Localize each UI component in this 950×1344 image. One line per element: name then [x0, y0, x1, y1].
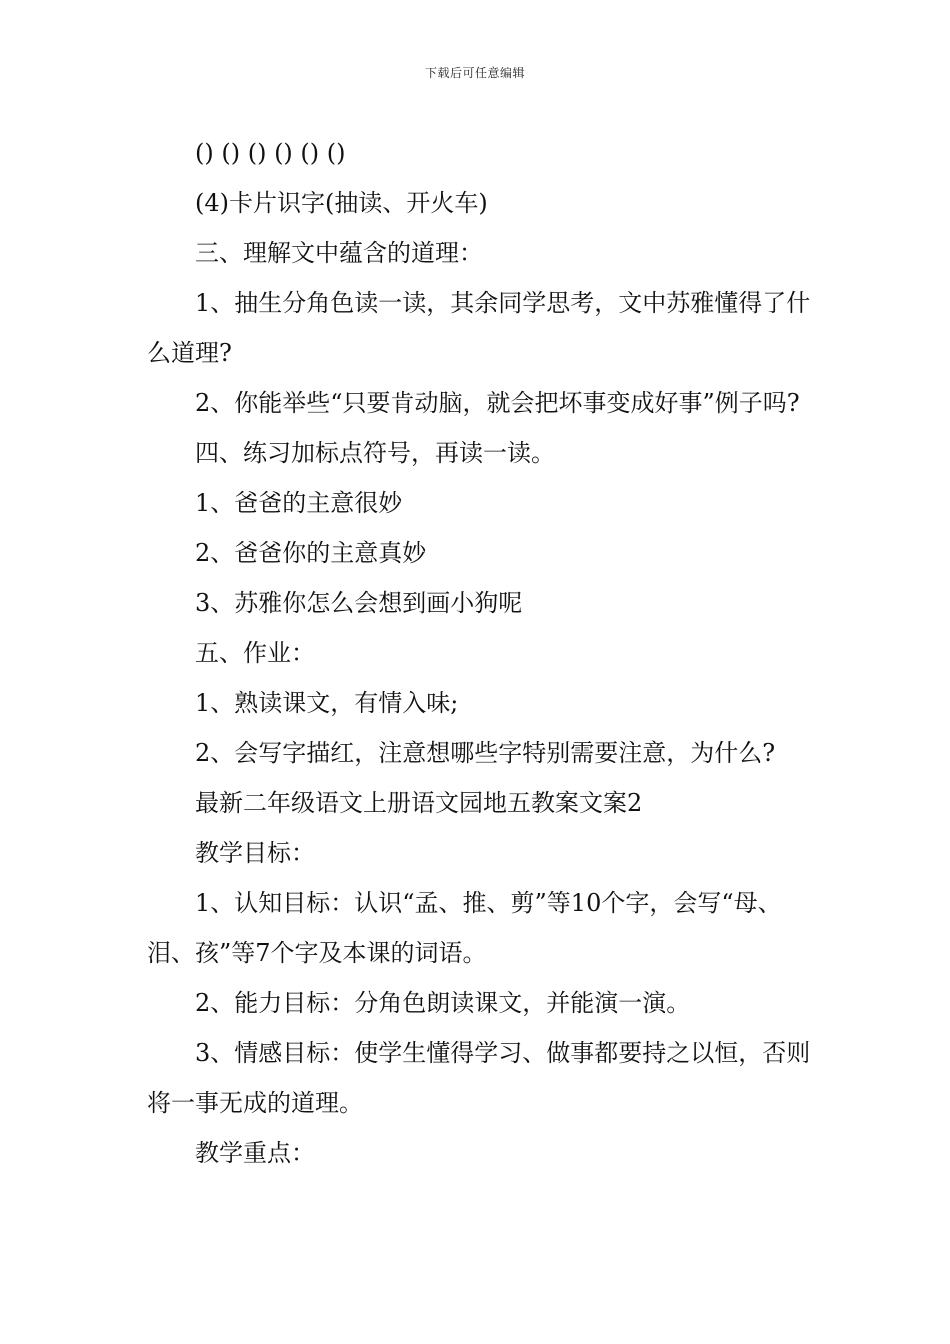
list-item: 1、爸爸的主意很妙: [195, 489, 403, 517]
document-body: [147, 128, 817, 1178]
list-item: 1、熟读课文，有情入味;: [195, 689, 459, 717]
page-header: 下载后可任意编辑: [424, 66, 525, 80]
objective-cognitive: 1、认知目标：认识“孟、推、剪”等10个字，会写“母、泪、孩”等7个字及本课的词语。: [147, 889, 782, 967]
objective-ability: 2、能力目标：分角色朗读课文，并能演一演。: [195, 989, 691, 1017]
section-heading-objectives: 教学目标：: [195, 839, 315, 867]
list-item: 2、会写字描红，注意想哪些字特别需要注意，为什么?: [195, 739, 776, 767]
section-heading-homework: 五、作业：: [195, 639, 315, 667]
section-heading-key-points: 教学重点：: [195, 1139, 315, 1167]
section-heading-punctuation: 四、练习加标点符号，再读一读。: [195, 439, 555, 467]
document-subtitle: 最新二年级语文上册语文园地五教案文案2: [195, 789, 643, 817]
list-item: 3、苏雅你怎么会想到画小狗呢: [195, 589, 523, 617]
paragraph-blank-brackets: () () () () () (): [195, 139, 346, 167]
section-heading-understand: 三、理解文中蕴含的道理：: [195, 239, 483, 267]
paragraph-card-reading: (4)卡片识字(抽读、开火车): [195, 189, 488, 217]
list-item: 2、爸爸你的主意真妙: [195, 539, 427, 567]
objective-emotional: 3、情感目标：使学生懂得学习、做事都要持之以恒，否则将一事无成的道理。: [147, 1039, 811, 1117]
paragraph-role-reading: 1、抽生分角色读一读，其余同学思考，文中苏雅懂得了什么道理?: [147, 289, 811, 367]
paragraph-examples: 2、你能举些“只要肯动脑，就会把坏事变成好事”例子吗?: [195, 389, 800, 417]
